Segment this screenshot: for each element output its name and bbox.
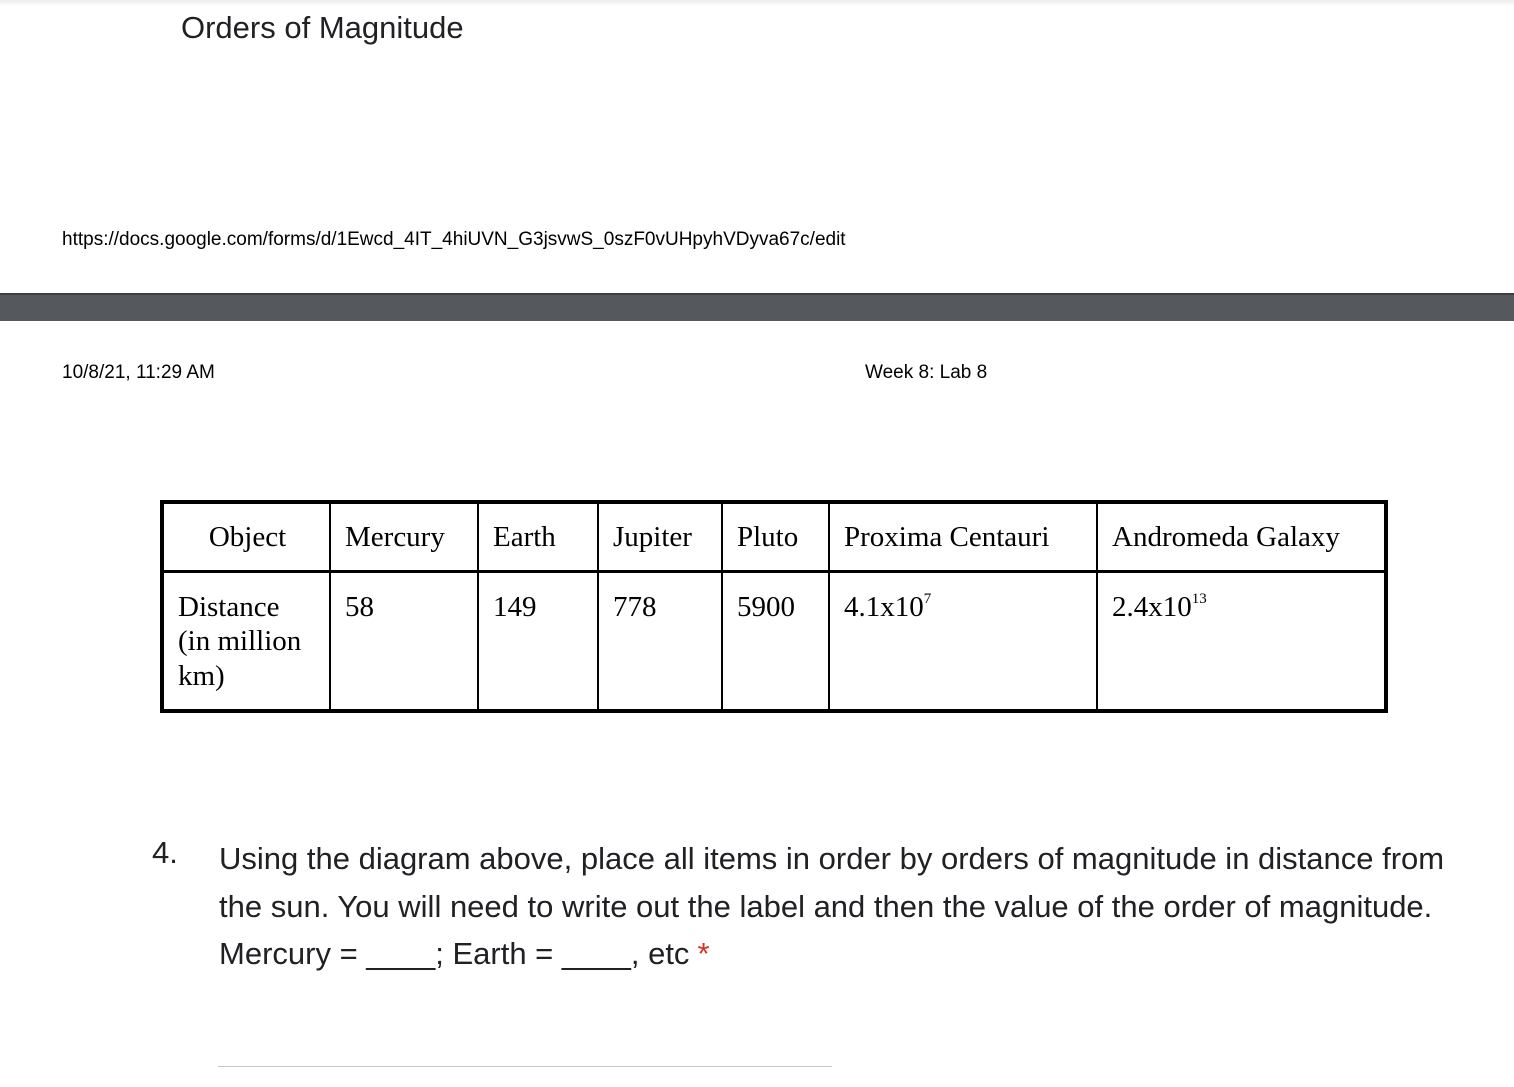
page-separator bbox=[0, 293, 1514, 321]
page-url: https://docs.google.com/forms/d/1Ewcd_4IT_4hiUVN_G3jsvwS_0szF0vUHpyhVDyva67c/edit bbox=[62, 229, 846, 250]
form-title: Week 8: Lab 8 bbox=[865, 362, 988, 383]
question-text-wrap bbox=[219, 835, 1449, 978]
top-shadow bbox=[0, 0, 1514, 6]
table-cell bbox=[1097, 571, 1385, 710]
table-header-cell: Object bbox=[163, 503, 330, 571]
table-cell: 149 bbox=[478, 571, 598, 710]
proxima-base: 4.1x10 bbox=[844, 590, 924, 623]
distance-table bbox=[162, 502, 1386, 711]
table-header-cell: Jupiter bbox=[598, 503, 722, 571]
andromeda-exponent: 13 bbox=[1191, 590, 1207, 607]
table-header-cell: Mercury bbox=[330, 503, 478, 571]
table-header-row bbox=[163, 503, 1385, 571]
page-title: Orders of Magnitude bbox=[181, 10, 464, 45]
proxima-exponent: 7 bbox=[923, 590, 932, 607]
required-asterisk: * bbox=[697, 936, 710, 971]
table-cell bbox=[829, 571, 1097, 710]
table-header-cell: Proxima Centauri bbox=[829, 503, 1097, 571]
table-cell: 58 bbox=[330, 571, 478, 710]
short-answer-input[interactable] bbox=[218, 1066, 832, 1067]
andromeda-base: 2.4x10 bbox=[1112, 590, 1192, 623]
table-cell: 5900 bbox=[722, 571, 829, 710]
question-number: 4. bbox=[152, 835, 178, 870]
table-header-cell: Earth bbox=[478, 503, 598, 571]
question-text: Using the diagram above, place all items in order by orders of magnitude in distance from the sun. You will need to write out the label and then the value of the order of magnitude. Mercury = ____; Earth = ____, etc bbox=[219, 841, 1445, 971]
table-row bbox=[163, 571, 1385, 710]
table-cell: 778 bbox=[598, 571, 722, 710]
table-row-label: Distance (in million km) bbox=[163, 571, 330, 710]
distance-table-container bbox=[160, 500, 1388, 713]
table-header-cell: Pluto bbox=[722, 503, 829, 571]
table-header-cell: Andromeda Galaxy bbox=[1097, 503, 1385, 571]
print-date: 10/8/21, 11:29 AM bbox=[62, 362, 215, 383]
